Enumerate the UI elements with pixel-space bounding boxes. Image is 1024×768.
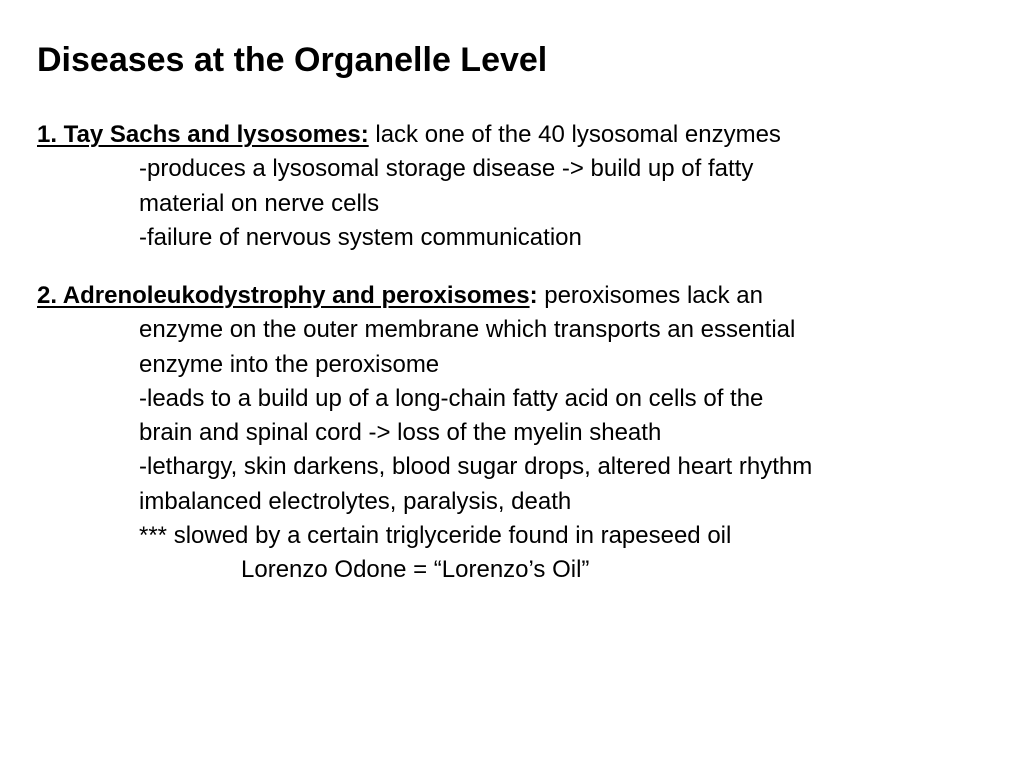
section-heading-line <box>37 118 997 152</box>
section-line: imbalanced electrolytes, paralysis, death <box>139 487 572 515</box>
section-heading-underlined: 2. Adrenoleukodystrophy and peroxisomes <box>37 282 530 309</box>
section-adrenoleukodystrophy <box>37 279 997 588</box>
section-line: enzyme on the outer membrane which transports an essential <box>139 316 796 344</box>
section-line: brain and spinal cord -> loss of the myelin sheath <box>139 419 662 447</box>
section-tay-sachs <box>37 118 997 255</box>
slide-title: Diseases at the Organelle Level <box>37 41 548 79</box>
section-intro: lack one of the 40 lysosomal enzymes <box>368 121 781 148</box>
section-intro: peroxisomes lack an <box>537 282 763 309</box>
section-line: -failure of nervous system communication <box>139 223 582 251</box>
section-heading-colon: : <box>529 282 538 309</box>
section-line: -leads to a build up of a long-chain fatty acid on cells of the <box>139 384 764 412</box>
section-sub-line: Lorenzo Odone = “Lorenzo’s Oil” <box>241 556 590 584</box>
section-line: enzyme into the peroxisome <box>139 350 440 378</box>
section-heading-underlined: 1. Tay Sachs and lysosomes: <box>37 121 369 148</box>
section-line: -produces a lysosomal storage disease -> build up of fatty <box>139 155 754 183</box>
section-line: -lethargy, skin darkens, blood sugar drops, altered heart rhythm <box>139 453 813 481</box>
section-heading <box>37 282 538 309</box>
section-line: *** slowed by a certain triglyceride found in rapeseed oil <box>139 522 732 550</box>
section-line: material on nerve cells <box>139 189 380 217</box>
section-heading <box>37 121 369 148</box>
section-heading-line <box>37 279 997 313</box>
